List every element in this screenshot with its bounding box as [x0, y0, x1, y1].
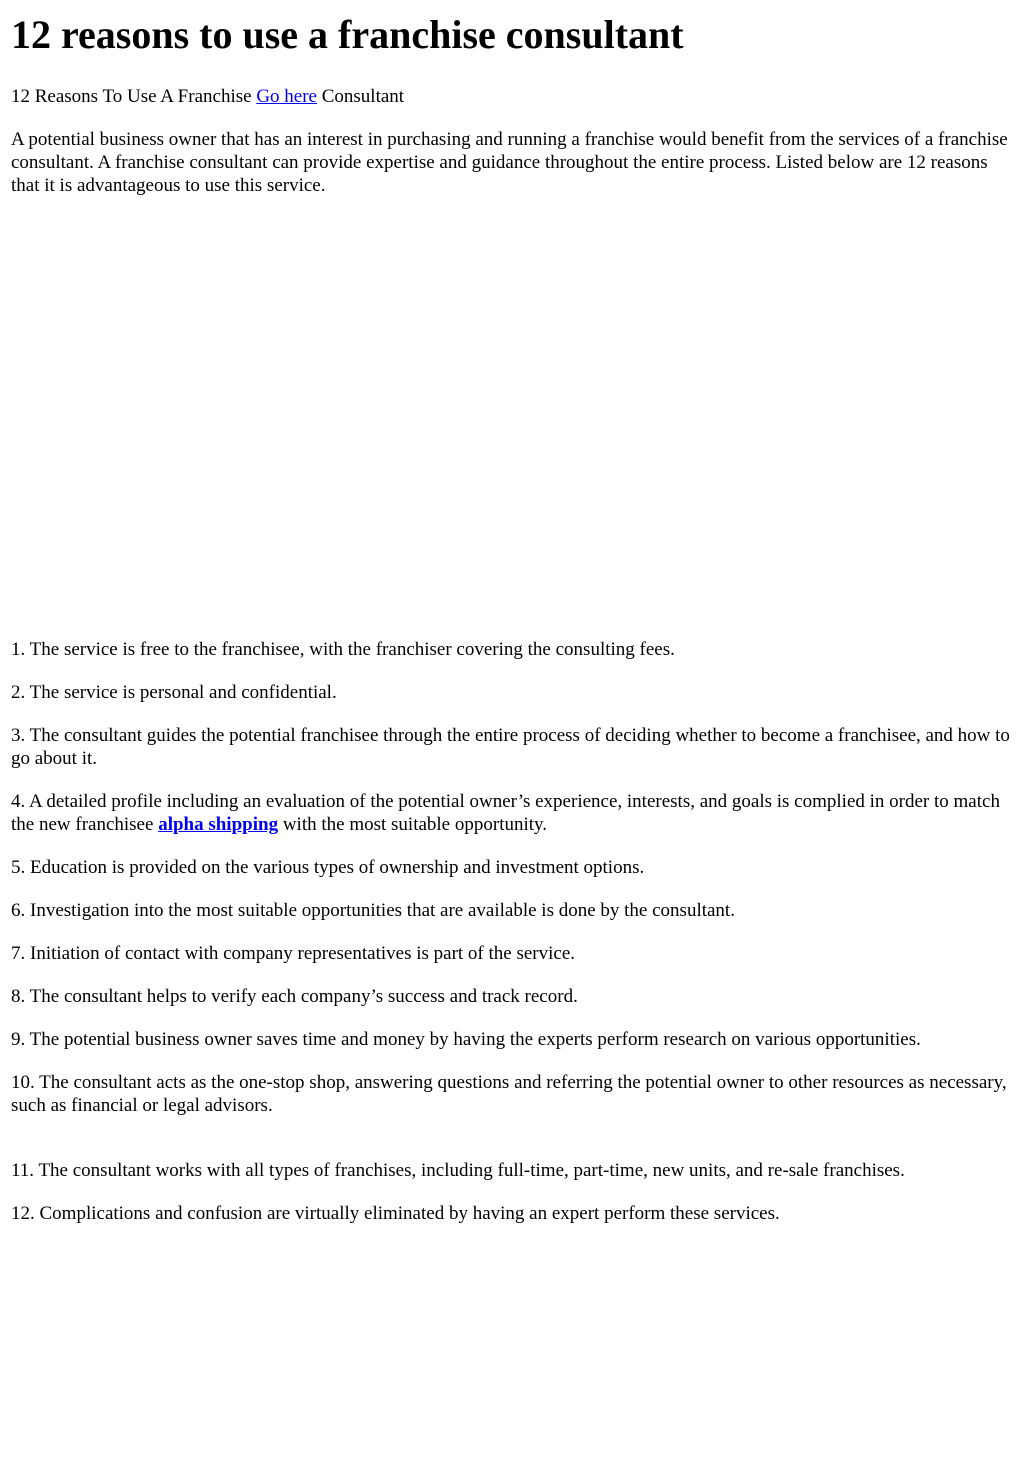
alpha-shipping-link-text: alpha shipping — [158, 814, 279, 835]
list-item-5: 5. Education is provided on the various types of ownership and investment options. — [11, 857, 645, 878]
list-item-4-text-after: with the most suitable opportunity. — [278, 814, 548, 835]
alpha-shipping-link[interactable] — [158, 814, 278, 835]
list-item-7: 7. Initiation of contact with company representatives is part of the service. — [11, 943, 576, 964]
page-title: 12 reasons to use a franchise consultant — [11, 12, 684, 57]
list-item-9: 9. The potential business owner saves time and money by having the experts perform research on various opportunities. — [11, 1029, 921, 1050]
list-item-4-text-before: 4. A detailed profile including an evaluation of the potential owner’s experience, interests, and goals is complied in order to match the new franchisee — [11, 791, 1000, 835]
intro-paragraph: A potential business owner that has an interest in purchasing and running a franchise would benefit from the services of a franchise consultant. A franchise consultant can provide expertise and guidance throughout the entire process. Listed below are 12 reasons that it is advantageous to use this service. — [11, 129, 1008, 196]
blank-space — [11, 197, 1013, 638]
list-item-8: 8. The consultant helps to verify each company’s success and track record. — [11, 986, 578, 1007]
subtitle-text-before: 12 Reasons To Use A Franchise — [11, 86, 257, 107]
list-item-3: 3. The consultant guides the potential franchisee through the entire process of deciding whether to become a franchisee, and how to go about it. — [11, 725, 1010, 769]
list-item-12: 12. Complications and confusion are virtually eliminated by having an expert perform these services. — [11, 1203, 780, 1224]
subtitle-text-after: Consultant — [316, 86, 405, 107]
list-item-4 — [11, 790, 1013, 836]
list-item-10: 10. The consultant acts as the one-stop shop, answering questions and referring the potential owner to other resources as necessary, such as financial or legal advisors. — [11, 1072, 1007, 1116]
subtitle — [11, 85, 1013, 108]
list-item-1: 1. The service is free to the franchisee, with the franchiser covering the consulting fees. — [11, 639, 675, 660]
article — [0, 12, 1024, 1225]
list-item-6: 6. Investigation into the most suitable opportunities that are available is done by the consultant. — [11, 900, 735, 921]
go-here-link[interactable]: Go here — [256, 86, 317, 107]
list-item-2: 2. The service is personal and confidential. — [11, 682, 337, 703]
list-item-11: 11. The consultant works with all types of franchises, including full-time, part-time, new units, and re-sale franchises. — [11, 1160, 905, 1181]
